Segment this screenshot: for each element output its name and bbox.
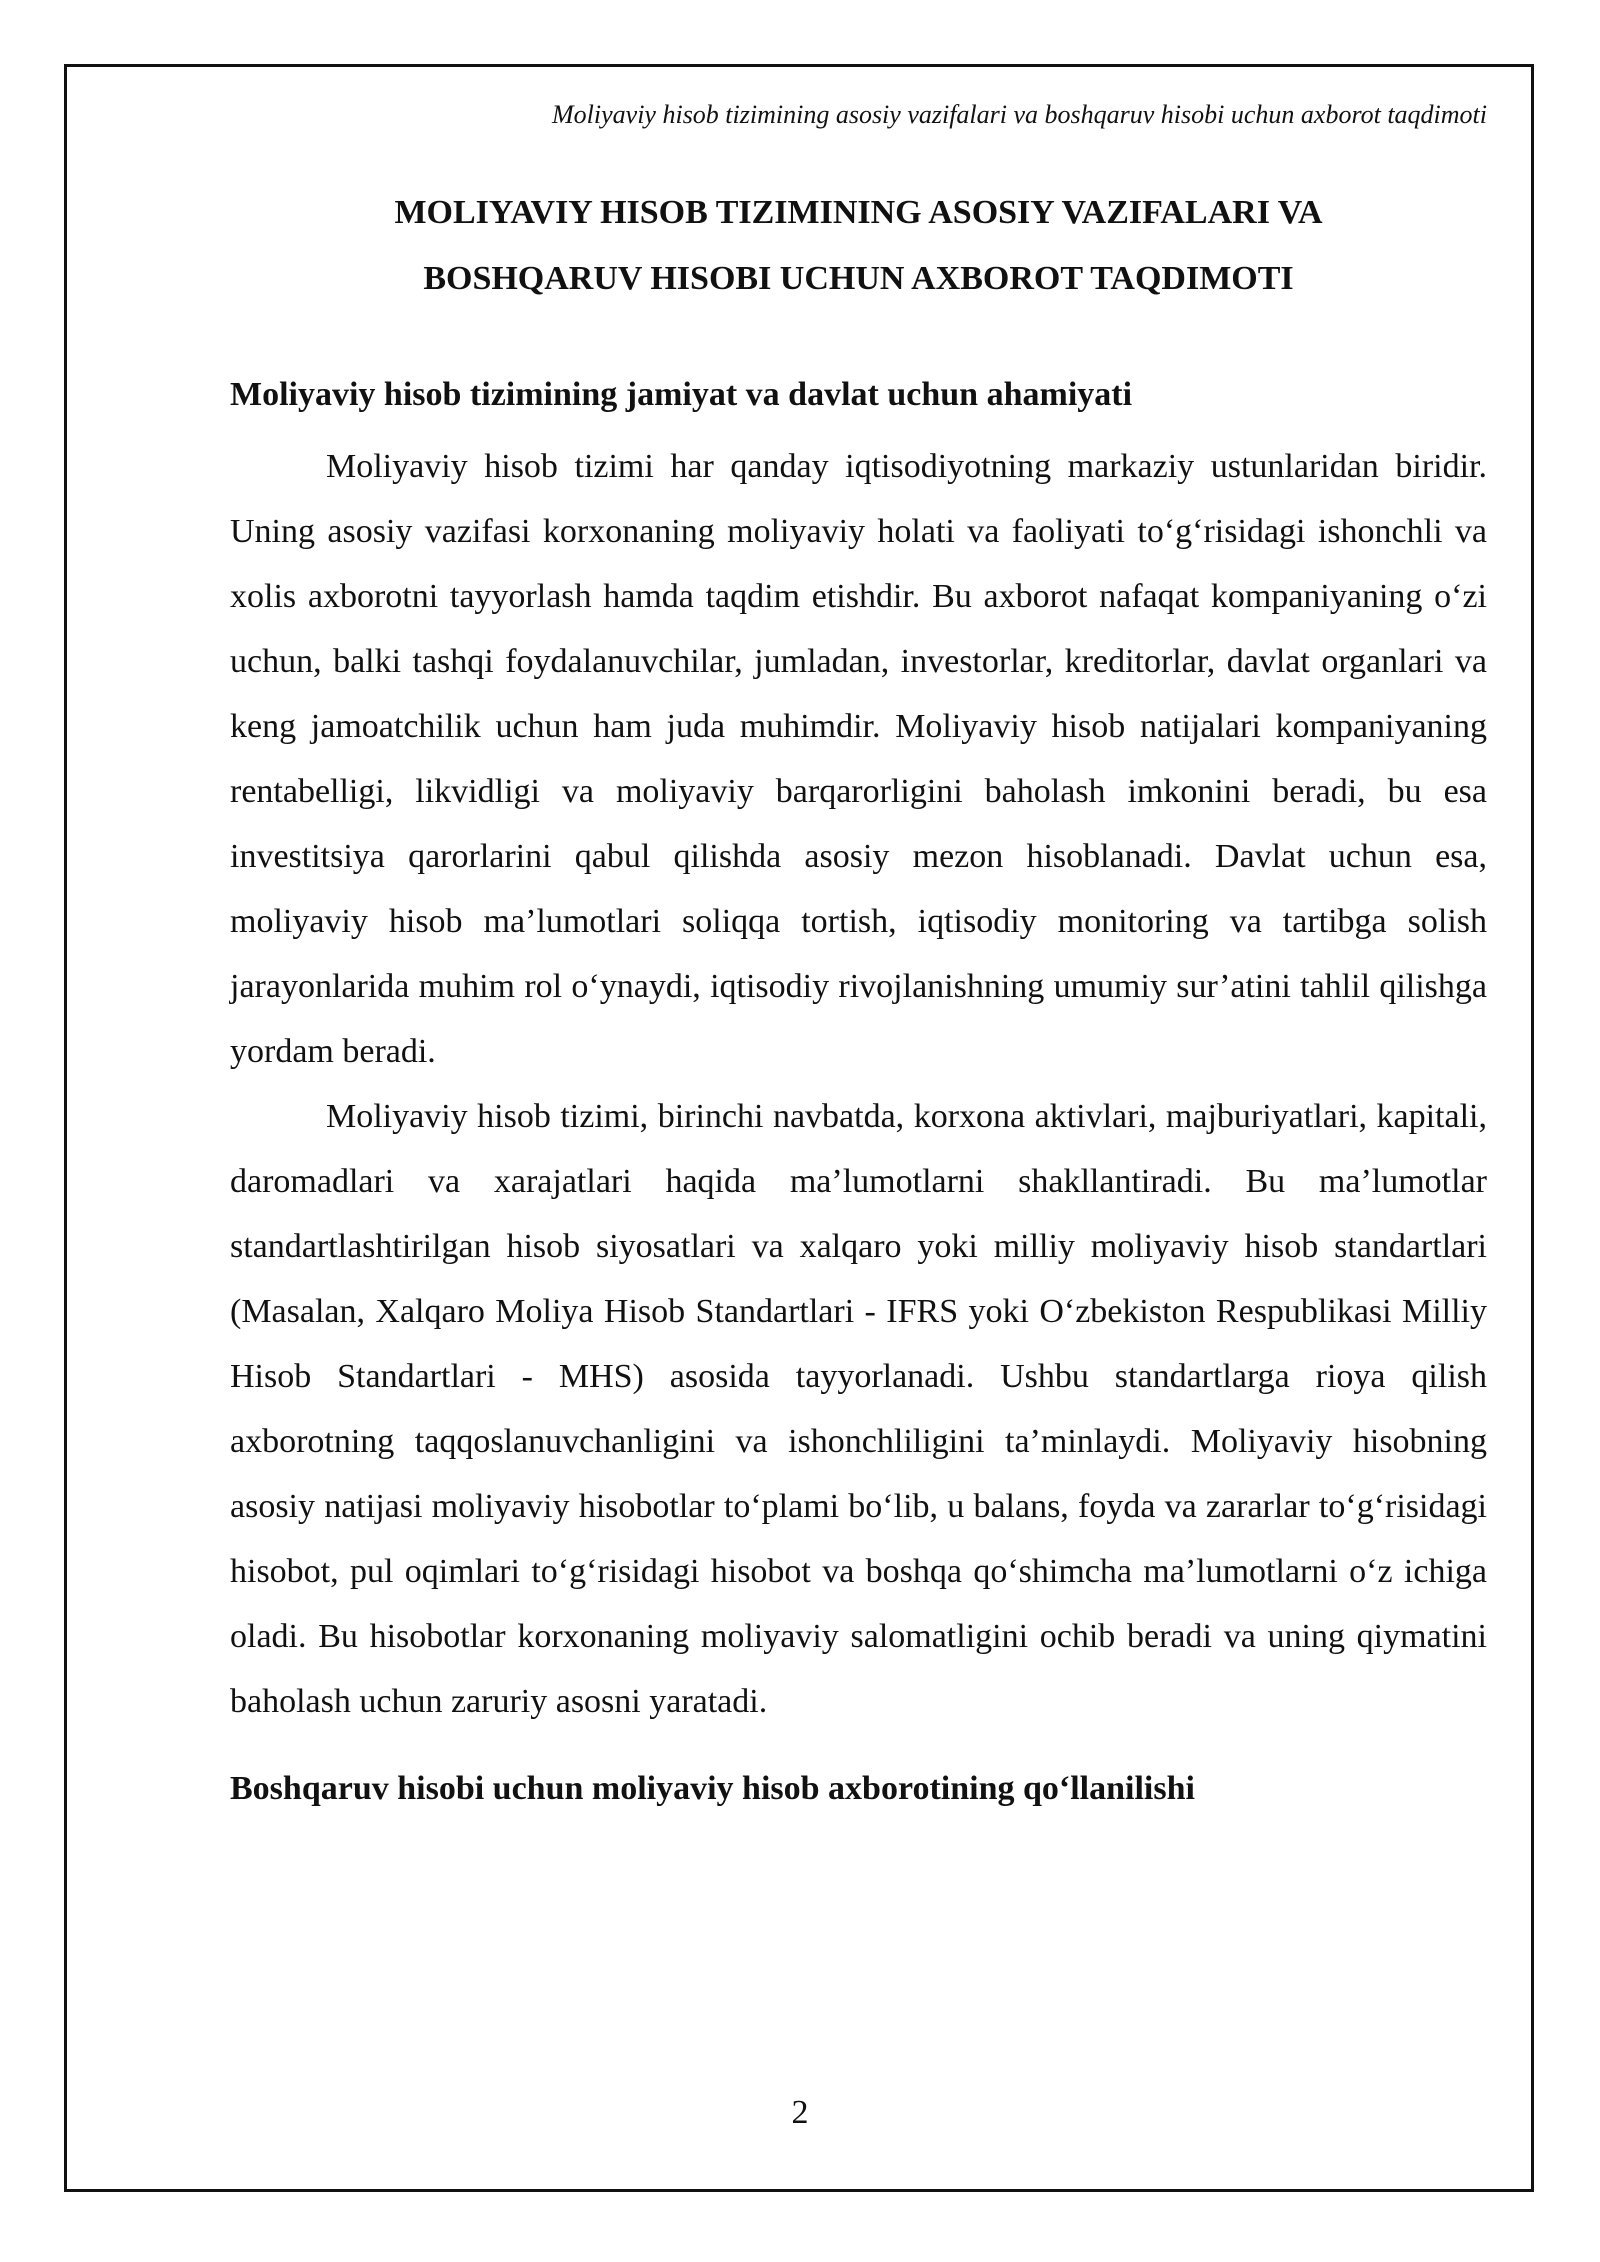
section-heading-significance: Moliyaviy hisob tizimining jamiyat va davlat uchun ahamiyati	[230, 376, 1133, 413]
document-title-line-2: BOSHQARUV HISOBI UCHUN AXBOROT TAQDIMOTI	[423, 260, 1294, 297]
document-title	[230, 180, 1487, 312]
running-header: Moliyaviy hisob tizimining asosiy vazifalari va boshqaruv hisobi uchun axborot taqdimoti	[552, 100, 1487, 129]
document-body	[230, 180, 1487, 1814]
body-paragraph-1: Moliyaviy hisob tizimi har qanday iqtisodiyotning markaziy ustunlaridan biridir. Uning asosiy vazifasi korxonaning moliyaviy holati va faoliyati to‘g‘risidagi ishonchli va xolis axborotni tayyorlash hamda taqdim etishdir. Bu axborot nafaqat kompaniyaning o‘zi uchun, balki tashqi foydalanuvchilar, jumladan, investorlar, kreditorlar, davlat organlari va keng jamoatchilik uchun ham juda muhimdir. Moliyaviy hisob natijalari kompaniyaning rentabelligi, likvidligi va moliyaviy barqarorligini baholash imkonini beradi, bu esa investitsiya qarorlarini qabul qilishda asosiy mezon hisoblanadi. Davlat uchun esa, moliyaviy hisob ma’lumotlari soliqqa tortish, iqtisodiy monitoring va tartibga solish jarayonlarida muhim rol o‘ynaydi, iqtisodiy rivojlanishning umumiy sur’atini tahlil qilishga yordam beradi.	[230, 448, 1487, 1070]
section-heading-management-accounting: Boshqaruv hisobi uchun moliyaviy hisob axborotining qo‘llanilishi	[230, 1770, 1195, 1807]
body-paragraph-2: Moliyaviy hisob tizimi, birinchi navbatda, korxona aktivlari, majburiyatlari, kapitali, daromadlari va xarajatlari haqida ma’lumotlarni shakllantiradi. Bu ma’lumotlar standartlashtirilgan hisob siyosatlari va xalqaro yoki milliy moliyaviy hisob standartlari (Masalan, Xalqaro Moliya Hisob Standartlari - IFRS yoki O‘zbekiston Respublikasi Milliy Hisob Standartlari - MHS) asosida tayyorlanadi. Ushbu standartlarga rioya qilish axborotning taqqoslanuvchanligini va ishonchliligini ta’minlaydi. Moliyaviy hisobning asosiy natijasi moliyaviy hisobotlar to‘plami bo‘lib, u balans, foyda va zararlar to‘g‘risidagi hisobot, pul oqimlari to‘g‘risidagi hisobot va boshqa qo‘shimcha ma’lumotlarni o‘z ichiga oladi. Bu hisobotlar korxonaning moliyaviy salomatligini ochib beradi va uning qiymatini baholash uchun zaruriy asosni yaratadi.	[230, 1098, 1487, 1720]
document-title-line-1: MOLIYAVIY HISOB TIZIMINING ASOSIY VAZIFALARI VA	[394, 194, 1323, 231]
page-number: 2	[791, 2094, 809, 2131]
